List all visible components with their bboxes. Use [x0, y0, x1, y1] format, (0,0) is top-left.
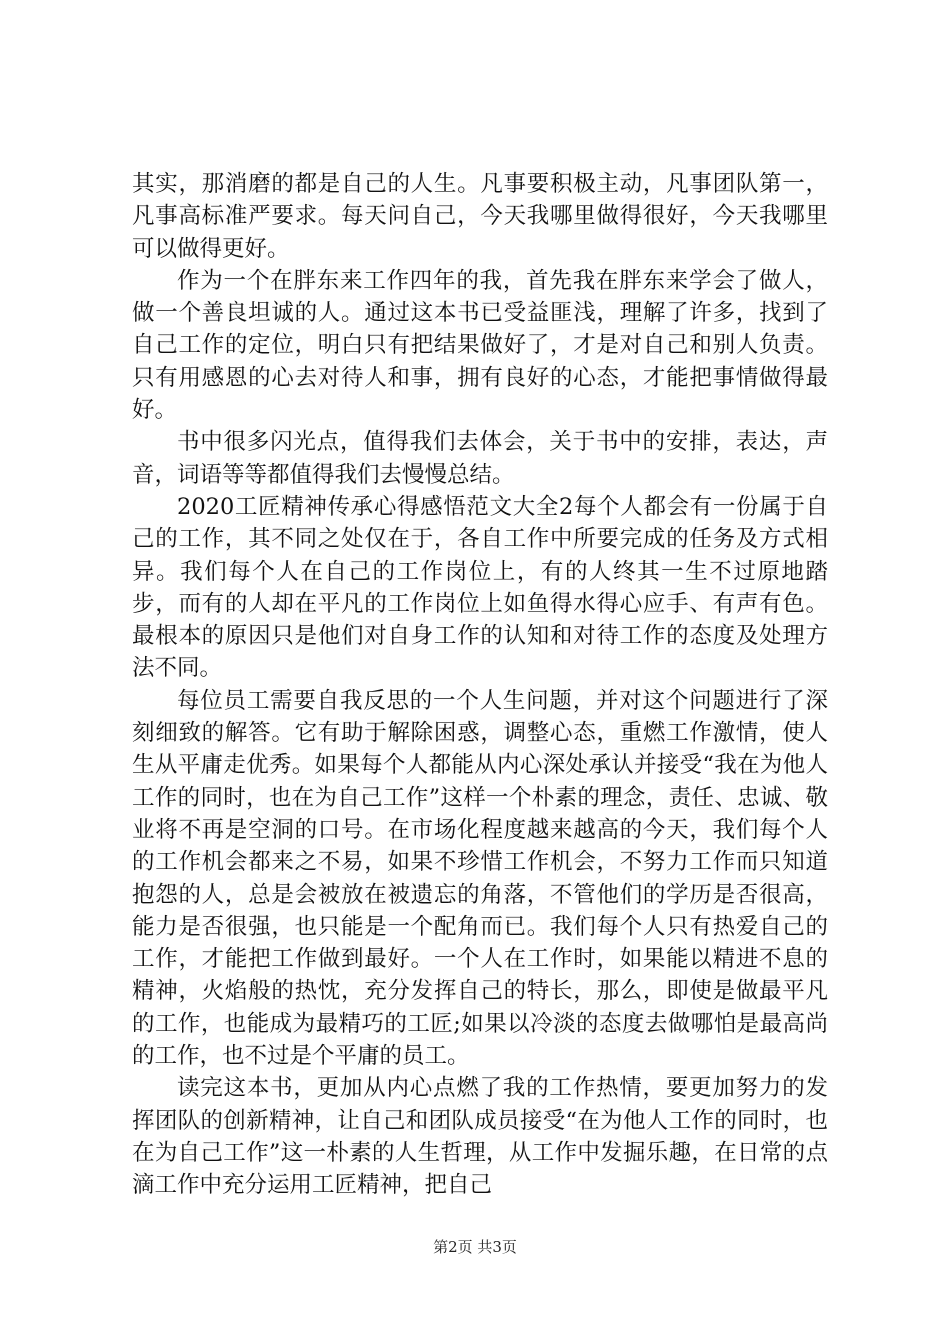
- paragraph: 2020工匠精神传承心得感悟范文大全2每个人都会有一份属于自己的工作，其不同之处仅在于，各自工作中所要完成的任务及方式相异。我们每个人在自己的工作岗位上，有的人终其一生不过原地踏步，而有的人却在平凡的工作岗位上如鱼得水得心应手、有声有色。最根本的原因只是他们对自身工作的认知和对待工作的态度及处理方法不同。: [132, 493, 828, 682]
- paragraph: 每位员工需要自我反思的一个人生问题，并对这个问题进行了深刻细致的解答。它有助于解除困惑，调整心态，重燃工作激情，使人生从平庸走优秀。如果每个人都能从内心深处承认并接受“我在为他人工作的同时，也在为自己工作”这样一个朴素的理念，责任、忠诚、敬业将不再是空洞的口号。在市场化程度越来越高的今天，我们每个人的工作机会都来之不易，如果不珍惜工作机会，不努力工作而只知道抱怨的人，总是会被放在被遗忘的角落，不管他们的学历是否很高，能力是否很强，也只能是一个配角而已。我们每个人只有热爱自己的工作，才能把工作做到最好。一个人在工作时，如果能以精进不息的精神，火焰般的热忱，充分发挥自己的特长，那么，即使是做最平凡的工作，也能成为最精巧的工匠;如果以冷淡的态度去做哪怕是最高尚的工作，也不过是个平庸的员工。: [132, 687, 828, 1070]
- paragraph: 读完这本书，更加从内心点燃了我的工作热情，要更加努力的发挥团队的创新精神，让自己和团队成员接受“在为他人工作的同时，也在为自己工作”这一朴素的人生哲理，从工作中发掘乐趣，在日常的点滴工作中充分运用工匠精神，把自己: [132, 1075, 828, 1199]
- paragraph: 书中很多闪光点，值得我们去体会，关于书中的安排，表达，声音，词语等等都值得我们去慢慢总结。: [132, 429, 828, 488]
- paragraph: 作为一个在胖东来工作四年的我，首先我在胖东来学会了做人，做一个善良坦诚的人。通过这本书已受益匪浅，理解了许多，找到了自己工作的定位，明白只有把结果做好了，才是对自己和别人负责。只有用感恩的心去对待人和事，拥有良好的心态，才能把事情做得最好。: [132, 267, 828, 424]
- document-body: [132, 168, 828, 1202]
- paragraph-continuation: 其实，那消磨的都是自己的人生。凡事要积极主动，凡事团队第一，凡事高标准严要求。每天问自己，今天我哪里做得很好，今天我哪里可以做得更好。: [132, 171, 828, 262]
- page-footer: 第2页 共3页: [433, 1238, 517, 1256]
